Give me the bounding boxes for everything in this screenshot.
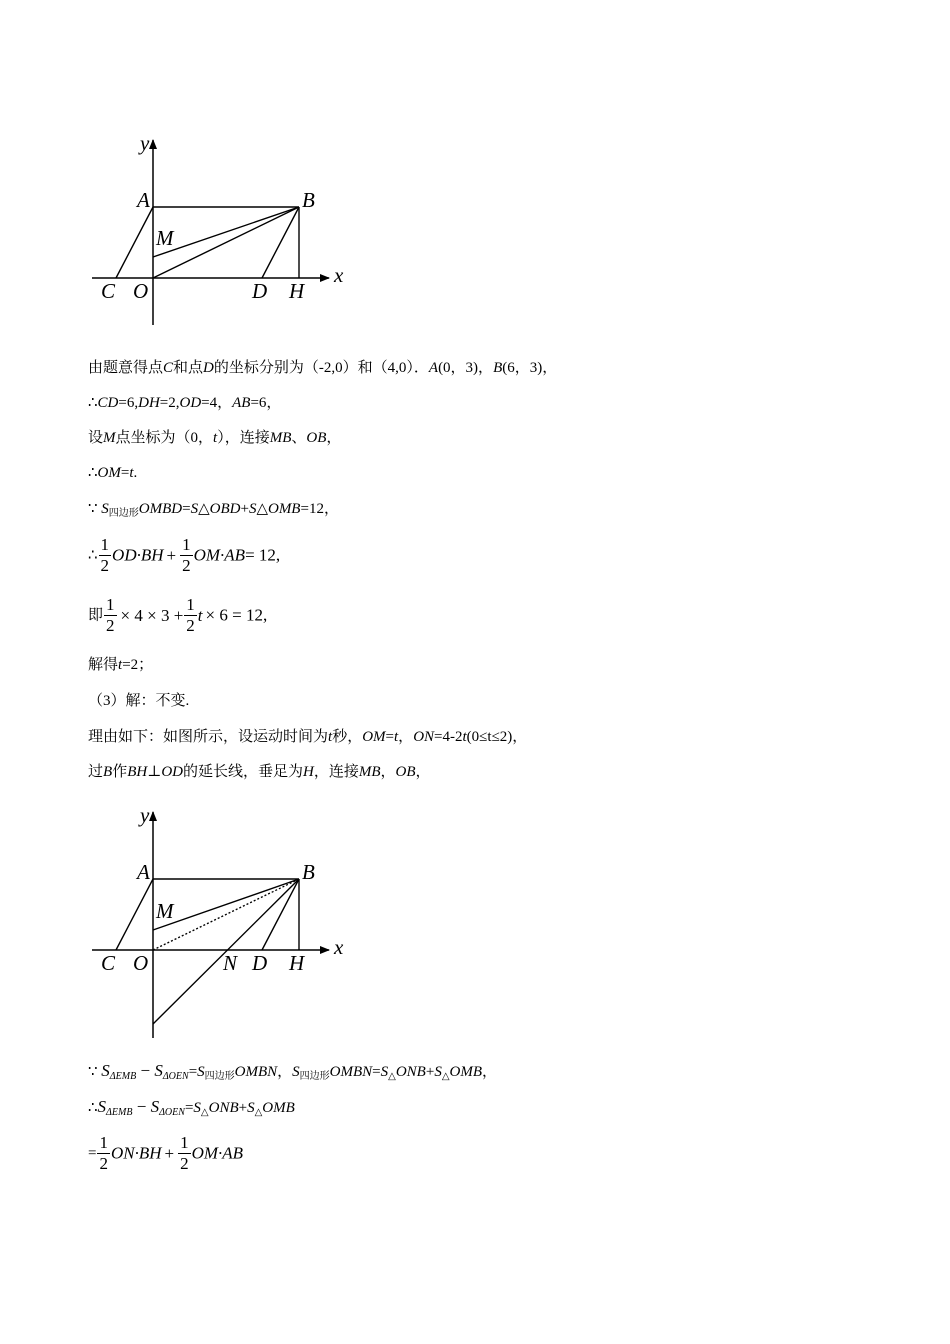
fraction — [178, 1133, 191, 1174]
var: S — [380, 1064, 389, 1080]
because-symbol: ∵ — [88, 501, 98, 517]
numerator: 1 — [186, 595, 195, 614]
label-x: x — [334, 935, 344, 959]
text: = 12, — [245, 545, 281, 565]
var: S — [193, 1100, 201, 1116]
label-n: N — [223, 951, 238, 975]
label-h: H — [289, 279, 305, 303]
subscript: 四边形 — [108, 508, 139, 519]
subscript: △ — [200, 1107, 209, 1118]
var: S — [101, 501, 109, 517]
text: 的坐标分别为（-2,0）和（4,0）． — [213, 360, 429, 376]
var: BH — [127, 764, 148, 780]
text: (0，3)， — [438, 360, 494, 376]
var: ONB — [208, 1100, 239, 1116]
text-line-6 — [88, 535, 280, 576]
therefore-symbol: ∴ — [88, 1100, 98, 1116]
label-d: D — [252, 951, 268, 975]
label-a: A — [137, 188, 150, 212]
text: (0≤t≤2)， — [466, 729, 528, 745]
text: = — [88, 1145, 97, 1162]
var: CD — [97, 395, 119, 411]
denominator: 2 — [182, 556, 191, 575]
text-line-12 — [88, 1061, 497, 1087]
var: OM — [97, 465, 121, 481]
text: = — [385, 729, 394, 745]
var: S△ — [248, 501, 268, 517]
var: H — [303, 764, 314, 780]
fraction — [97, 1133, 110, 1174]
subscript: ΔEMB — [109, 1071, 137, 1082]
text: . — [133, 465, 138, 481]
text: ， — [482, 1064, 498, 1080]
var: OD — [179, 395, 202, 411]
denominator: 2 — [100, 556, 110, 575]
denominator: 2 — [186, 616, 195, 635]
text-line-5 — [88, 499, 339, 524]
subscript: ΔEMB — [106, 1107, 133, 1118]
text: =6， — [250, 395, 282, 411]
text: ， — [326, 430, 342, 446]
text: ），连接 — [217, 430, 270, 446]
var: S — [101, 1061, 110, 1080]
fraction — [104, 595, 117, 636]
fraction — [99, 535, 112, 576]
figure-1 — [86, 128, 356, 328]
label-m: M — [156, 899, 174, 923]
text: = — [184, 1100, 194, 1116]
text-line-2 — [88, 393, 281, 413]
label-c: C — [101, 951, 116, 975]
therefore-symbol: ∴ — [88, 395, 98, 411]
var: MB — [269, 430, 292, 446]
var: S — [154, 1061, 163, 1080]
denominator: 2 — [106, 616, 115, 635]
numerator: 1 — [182, 535, 191, 554]
var-b: B — [493, 360, 503, 376]
segment-ac — [116, 207, 153, 278]
fraction — [184, 595, 197, 636]
numerator: 1 — [106, 595, 115, 614]
var: OBD — [209, 501, 241, 517]
text: (6，3)， — [502, 360, 558, 376]
var: M — [103, 430, 116, 446]
text: + — [164, 1143, 175, 1163]
label-b: B — [302, 860, 315, 884]
var: t — [394, 729, 399, 745]
text: =6, — [118, 395, 139, 411]
expression: × 4 × 3 + — [120, 605, 184, 625]
label-o: O — [133, 279, 149, 303]
var: OD — [161, 764, 183, 780]
numerator: 1 — [99, 1133, 108, 1152]
fraction — [180, 535, 193, 576]
denominator: 2 — [99, 1154, 108, 1173]
segment-ob-dotted — [153, 879, 299, 950]
label-b: B — [302, 188, 315, 212]
text: 过 — [88, 764, 104, 780]
label-o: O — [133, 951, 149, 975]
segment-ac — [116, 879, 153, 950]
text: =4-2 — [434, 729, 463, 745]
var: OMBD — [138, 501, 183, 517]
var: DH — [138, 395, 160, 411]
label-m: M — [156, 226, 174, 250]
var: S — [150, 1097, 160, 1116]
because-symbol: ∵ — [88, 1064, 98, 1080]
text: 即 — [88, 607, 104, 624]
label-a: A — [137, 860, 150, 884]
var: S — [434, 1064, 442, 1080]
label-y: y — [140, 131, 150, 155]
var: t — [462, 729, 467, 745]
subscript: 四边形 — [204, 1071, 235, 1082]
text: − — [132, 1097, 151, 1116]
var-c: C — [163, 360, 174, 376]
label-h: H — [289, 951, 305, 975]
text-line-14 — [88, 1133, 243, 1174]
subscript: ΔOEN — [159, 1107, 185, 1118]
var: B — [103, 764, 113, 780]
text: ，连接 — [313, 764, 359, 780]
text: ⊥ — [147, 764, 162, 780]
figure-2 — [86, 800, 356, 1045]
text-line-10 — [88, 727, 527, 747]
subscript: △ — [254, 1107, 263, 1118]
text: + — [238, 1100, 248, 1116]
subscript: △ — [441, 1071, 450, 1082]
text: = — [372, 1064, 381, 1080]
text-line-3 — [88, 428, 341, 448]
text-line-9 — [88, 691, 189, 711]
var: OMB — [449, 1064, 483, 1080]
subscript: ΔOEN — [162, 1071, 189, 1082]
var: OMB — [267, 501, 301, 517]
text: + — [240, 501, 249, 517]
var: OMBN — [329, 1064, 373, 1080]
var: t — [213, 430, 218, 446]
text: + — [166, 545, 177, 565]
label-d: D — [252, 279, 268, 303]
segment-ob — [153, 207, 299, 278]
label-x: x — [334, 263, 344, 287]
var: OB — [395, 764, 416, 780]
expression: OM·AB — [193, 545, 246, 565]
var: MB — [358, 764, 381, 780]
label-y: y — [140, 803, 150, 827]
var: AB — [232, 395, 251, 411]
text-line-7 — [88, 595, 267, 636]
var-d: D — [203, 360, 214, 376]
var: t — [328, 729, 333, 745]
expression: OM·AB — [191, 1143, 244, 1163]
text: （3）解：不变. — [88, 693, 190, 709]
text: ， — [398, 729, 414, 745]
text: = — [120, 465, 130, 481]
text-line-11 — [88, 762, 431, 782]
expression: × 6 = 12, — [205, 605, 268, 625]
text: 、 — [291, 430, 307, 446]
label-c: C — [101, 279, 116, 303]
therefore-symbol: ∴ — [88, 465, 98, 481]
text: ， — [415, 764, 431, 780]
text-line-13 — [88, 1097, 295, 1123]
text: 理由如下：如图所示，设运动时间为 — [88, 729, 329, 745]
var: t — [118, 657, 123, 673]
text-line-4 — [88, 463, 137, 483]
var: t — [129, 465, 134, 481]
var: S — [247, 1100, 255, 1116]
text: 秒， — [332, 729, 363, 745]
text: 由题意得点 — [88, 360, 164, 376]
text: − — [136, 1061, 155, 1080]
text: 设 — [88, 430, 104, 446]
var: OMBN — [234, 1064, 278, 1080]
text: =2, — [159, 395, 180, 411]
var: ONB — [395, 1064, 426, 1080]
var: OMB — [262, 1100, 295, 1116]
subscript: △ — [388, 1071, 396, 1082]
text: 点坐标为（0， — [115, 430, 214, 446]
var: S△ — [190, 501, 210, 517]
text: =4， — [201, 395, 233, 411]
var: OM — [362, 729, 386, 745]
numerator: 1 — [100, 535, 110, 554]
therefore-symbol: ∴ — [88, 547, 98, 564]
text: 的延长线，垂足为 — [182, 764, 303, 780]
expression: OD·BH — [112, 545, 164, 565]
var: OB — [306, 430, 327, 446]
text-line-1 — [88, 358, 557, 378]
expression: ON·BH — [110, 1143, 162, 1163]
text: = — [182, 501, 191, 517]
var-t: t — [197, 605, 203, 625]
var: S — [292, 1064, 300, 1080]
var: ON — [413, 729, 435, 745]
text-line-8 — [88, 655, 153, 675]
var: S — [197, 1064, 205, 1080]
numerator: 1 — [180, 1133, 189, 1152]
text: ， — [380, 764, 396, 780]
text: 和点 — [173, 360, 204, 376]
text: ， — [277, 1064, 293, 1080]
var: S — [97, 1097, 107, 1116]
text: =2； — [122, 657, 154, 673]
text: + — [425, 1064, 435, 1080]
denominator: 2 — [180, 1154, 189, 1173]
var-a: A — [428, 360, 439, 376]
text: = — [188, 1064, 198, 1080]
text: =12， — [300, 501, 339, 517]
subscript: 四边形 — [299, 1071, 330, 1082]
text: 作 — [112, 764, 128, 780]
text: 解得 — [88, 657, 119, 673]
